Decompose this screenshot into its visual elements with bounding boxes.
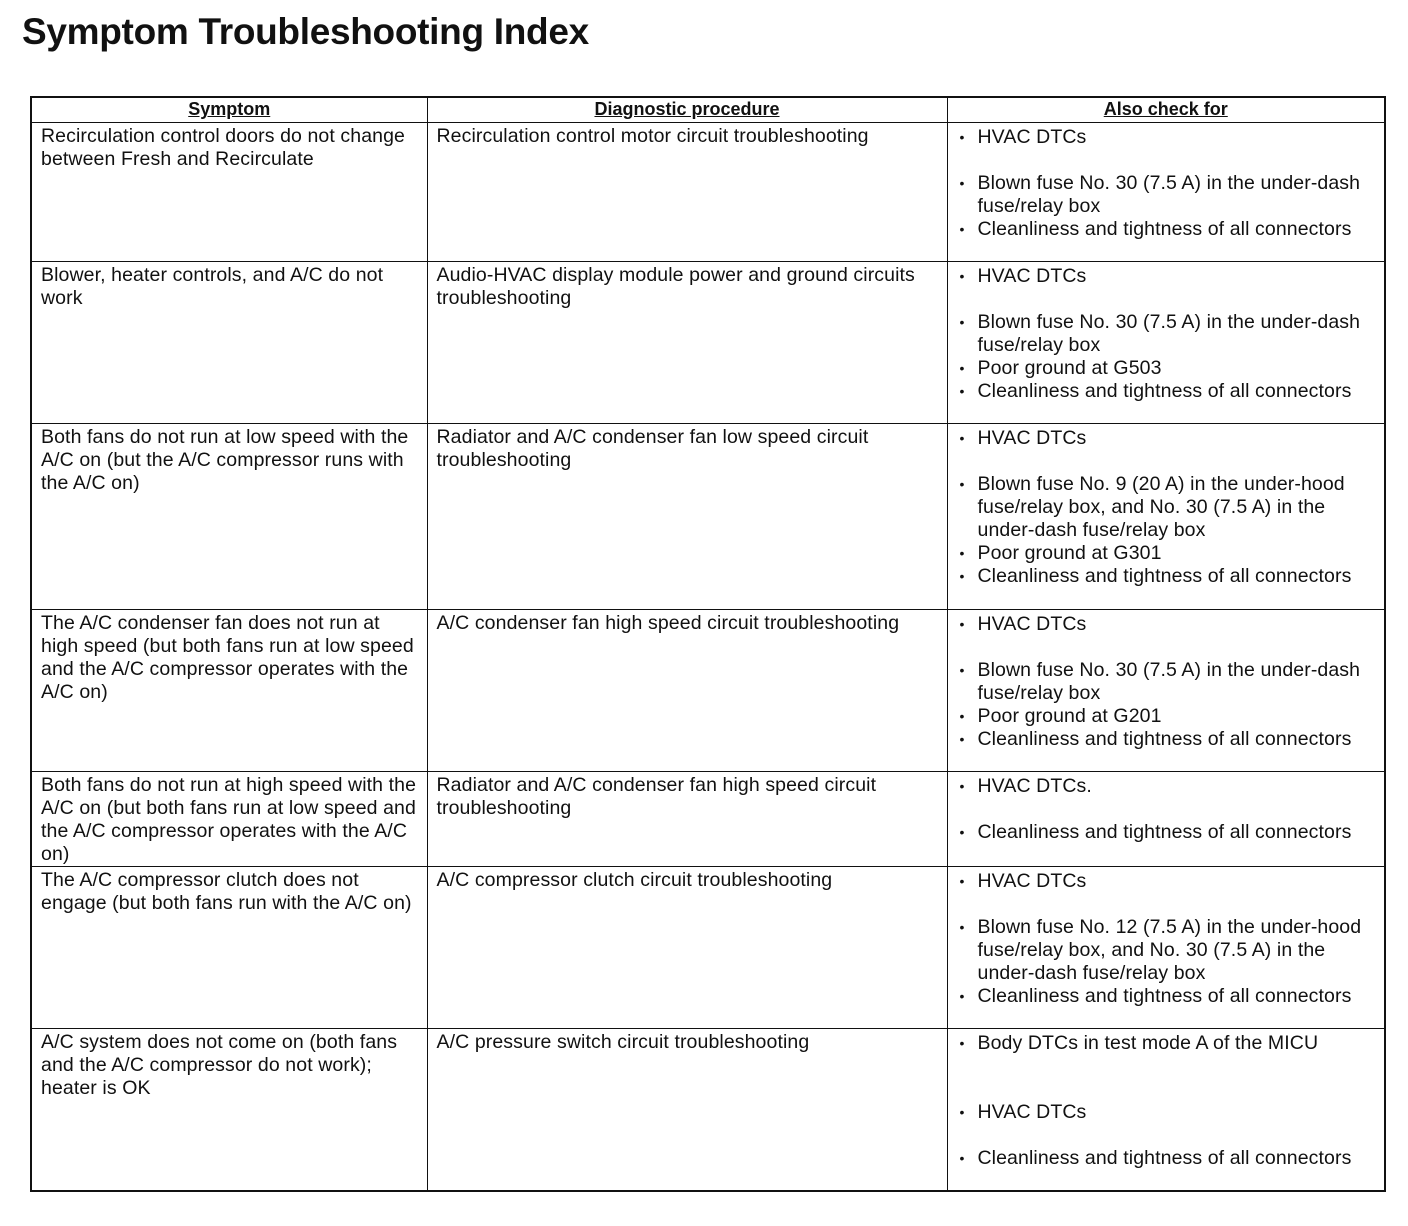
procedure-cell: Radiator and A/C condenser fan low speed circuit troubleshooting <box>427 424 947 610</box>
table-row <box>31 610 1385 772</box>
check-list <box>948 123 1385 241</box>
table-row <box>31 867 1385 1029</box>
check-item: • Blown fuse No. 12 (7.5 A) in the under-hood fuse/relay box, and No. 30 (7.5 A) in the under-dash fuse/relay box <box>956 916 1381 985</box>
procedure-cell: Radiator and A/C condenser fan high speed circuit troubleshooting <box>427 772 947 867</box>
procedure-cell: A/C condenser fan high speed circuit troubleshooting <box>427 610 947 772</box>
column-header-symptom: Symptom <box>31 97 427 123</box>
table-row <box>31 772 1385 867</box>
check-list <box>948 262 1385 403</box>
symptom-index-table <box>30 96 1386 1192</box>
check-item: • HVAC DTCs. <box>956 775 1381 798</box>
check-item: • Poor ground at G503 <box>956 357 1381 380</box>
check-item: • Blown fuse No. 9 (20 A) in the under-hood fuse/relay box, and No. 30 (7.5 A) in the under-dash fuse/relay box <box>956 473 1381 542</box>
procedure-cell: Audio-HVAC display module power and ground circuits troubleshooting <box>427 262 947 424</box>
check-item: • HVAC DTCs <box>956 613 1381 636</box>
column-header-also-check-for: Also check for <box>947 97 1385 123</box>
page-title: Symptom Troubleshooting Index <box>22 11 589 52</box>
check-item: • Cleanliness and tightness of all connectors <box>956 1147 1381 1170</box>
check-list <box>948 610 1385 751</box>
check-item: • Blown fuse No. 30 (7.5 A) in the under-dash fuse/relay box <box>956 311 1381 357</box>
checks-cell <box>947 123 1385 262</box>
check-item: • Blown fuse No. 30 (7.5 A) in the under-dash fuse/relay box <box>956 172 1381 218</box>
check-item: • Cleanliness and tightness of all connectors <box>956 728 1381 751</box>
check-item: • HVAC DTCs <box>956 870 1381 893</box>
checks-cell <box>947 424 1385 610</box>
check-item: • Blown fuse No. 30 (7.5 A) in the under-dash fuse/relay box <box>956 659 1381 705</box>
check-list <box>948 867 1385 1008</box>
symptom-cell: Both fans do not run at high speed with the A/C on (but both fans run at low speed and the A/C compressor operates with the A/C on) <box>31 772 427 867</box>
check-item: • Cleanliness and tightness of all connectors <box>956 218 1381 241</box>
checks-cell <box>947 262 1385 424</box>
check-item: • Cleanliness and tightness of all connectors <box>956 821 1381 844</box>
check-item: • HVAC DTCs <box>956 427 1381 450</box>
symptom-cell: Blower, heater controls, and A/C do not work <box>31 262 427 424</box>
checks-cell <box>947 1029 1385 1191</box>
header-row <box>31 97 1385 123</box>
checks-cell <box>947 772 1385 867</box>
check-item: • HVAC DTCs <box>956 265 1381 288</box>
table-row <box>31 1029 1385 1191</box>
symptom-cell: The A/C compressor clutch does not engage (but both fans run with the A/C on) <box>31 867 427 1029</box>
procedure-cell: A/C pressure switch circuit troubleshooting <box>427 1029 947 1191</box>
check-list <box>948 1029 1385 1170</box>
symptom-cell: Both fans do not run at low speed with the A/C on (but the A/C compressor runs with the A/C on) <box>31 424 427 610</box>
symptom-cell: A/C system does not come on (both fans and the A/C compressor do not work); heater is OK <box>31 1029 427 1191</box>
check-item: • Poor ground at G201 <box>956 705 1381 728</box>
check-item: • Cleanliness and tightness of all connectors <box>956 380 1381 403</box>
check-list <box>948 772 1385 844</box>
check-item: • Poor ground at G301 <box>956 542 1381 565</box>
table-row <box>31 123 1385 262</box>
check-item: • HVAC DTCs <box>956 1101 1381 1124</box>
table-row <box>31 262 1385 424</box>
table-row <box>31 424 1385 610</box>
checks-cell <box>947 610 1385 772</box>
check-list <box>948 424 1385 588</box>
procedure-cell: Recirculation control motor circuit troubleshooting <box>427 123 947 262</box>
symptom-cell: Recirculation control doors do not change between Fresh and Recirculate <box>31 123 427 262</box>
column-header-diagnostic-procedure: Diagnostic procedure <box>427 97 947 123</box>
check-item: • HVAC DTCs <box>956 126 1381 149</box>
check-item: • Cleanliness and tightness of all connectors <box>956 565 1381 588</box>
checks-cell <box>947 867 1385 1029</box>
check-item: • Cleanliness and tightness of all connectors <box>956 985 1381 1008</box>
check-item: • Body DTCs in test mode A of the MICU <box>956 1032 1381 1055</box>
symptom-cell: The A/C condenser fan does not run at high speed (but both fans run at low speed and the A/C compressor operates with the A/C on) <box>31 610 427 772</box>
procedure-cell: A/C compressor clutch circuit troubleshooting <box>427 867 947 1029</box>
